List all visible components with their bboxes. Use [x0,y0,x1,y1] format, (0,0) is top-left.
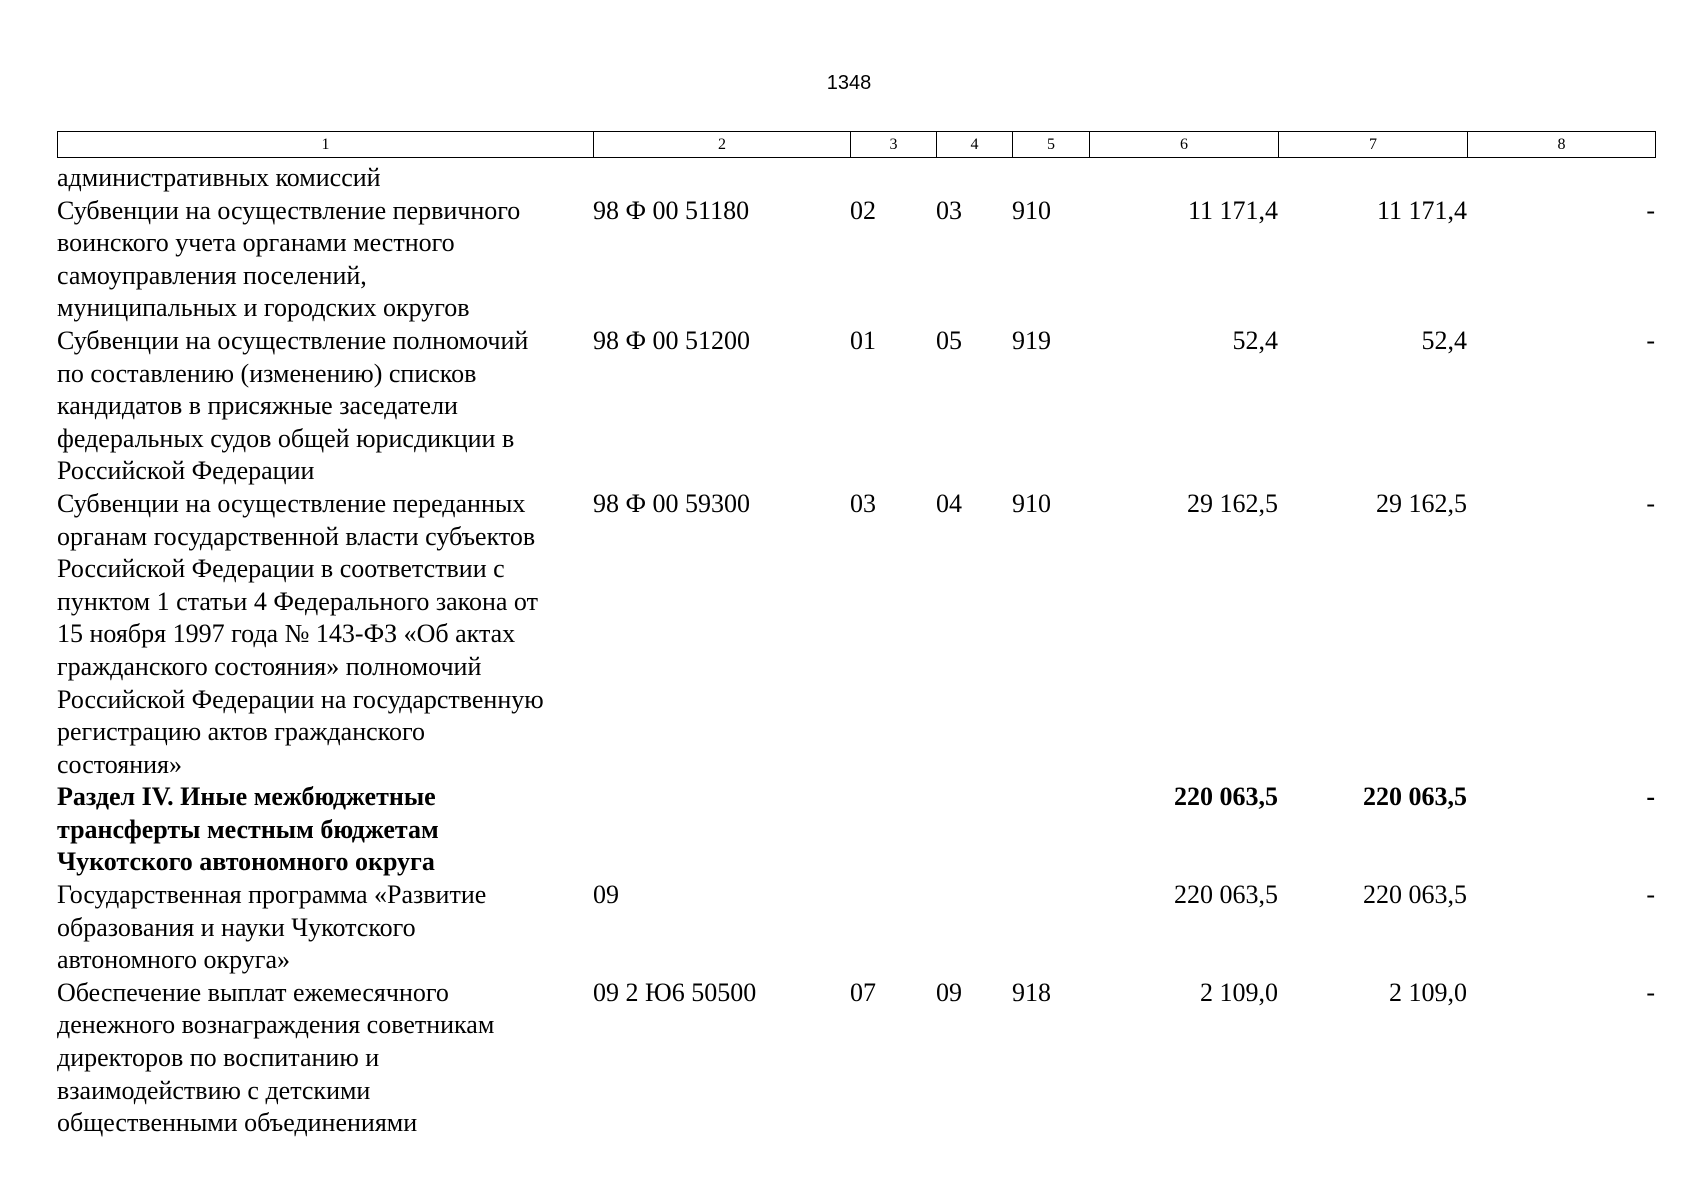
cell-name-line: общественными объединениями [57,1108,418,1138]
column-header-3: 3 [851,132,937,158]
cell-amount-other: - [1646,880,1655,910]
column-header-8: 8 [1468,132,1656,158]
table-row [57,781,1655,879]
cell-subsection: 03 [936,195,962,225]
cell-name-line: Субвенции на осуществление полномочий [57,325,529,355]
cell-amount-other: - [1646,782,1655,812]
cell-agency-code: 919 [1012,325,1051,355]
cell-name [57,325,593,488]
cell-target-code: 09 2 Ю6 50500 [593,977,757,1007]
cell-name [57,195,593,325]
table-row [57,488,1655,781]
cell-target-code [593,162,850,195]
cell-name-line: денежного вознаграждения советникам [57,1010,495,1040]
cell-name-line: муниципальных и городских округов [57,293,470,323]
cell-name-line: Обеспечение выплат ежемесячного [57,977,449,1007]
cell-agency-code: 910 [1012,488,1051,518]
column-header-2: 2 [594,132,851,158]
cell-amount-federal: 220 063,5 [1363,782,1467,812]
cell-name-line: Российской Федерации в соответствии с [57,554,505,584]
cell-name-line: кандидатов в присяжные заседатели [57,391,458,421]
cell-subsection [936,879,1012,977]
cell-name-line: трансферты местным бюджетам [57,814,439,844]
cell-target-code: 09 [593,880,619,910]
cell-amount-total: 52,4 [1232,325,1278,355]
cell-amount-other [1467,162,1655,195]
cell-agency-code [1012,879,1089,977]
page-number: 1348 [826,72,872,94]
cell-amount-other: - [1646,195,1655,225]
cell-name-line: автономного округа» [57,945,290,975]
cell-name-line: Чукотского автономного округа [57,847,435,877]
cell-amount-federal: 11 171,4 [1376,195,1467,225]
cell-name [57,977,593,1140]
cell-target-code [593,781,850,879]
cell-name [57,781,593,879]
cell-section: 03 [850,488,876,518]
column-header-5: 5 [1013,132,1090,158]
cell-amount-total: 220 063,5 [1174,880,1278,910]
cell-amount-total [1089,162,1278,195]
cell-name-line: по составлению (изменению) списков [57,358,477,388]
cell-name [57,879,593,977]
cell-agency-code [1012,162,1089,195]
cell-amount-federal [1278,162,1467,195]
cell-amount-federal: 2 109,0 [1389,977,1467,1007]
cell-name-line: регистрацию актов гражданского [57,717,425,747]
cell-name-line: федеральных судов общей юрисдикции в [57,423,515,453]
cell-name-line: взаимодействию с детскими [57,1075,371,1105]
cell-name-line: состояния» [57,749,182,779]
cell-amount-total: 2 109,0 [1200,977,1278,1007]
column-header-4: 4 [937,132,1013,158]
table-row [57,162,1655,195]
cell-subsection [936,781,1012,879]
cell-amount-total: 11 171,4 [1187,195,1278,225]
cell-target-code: 98 Ф 00 51180 [593,195,750,225]
table-row [57,879,1655,977]
cell-agency-code: 910 [1012,195,1051,225]
table-row [57,195,1655,325]
cell-name-line: административных комиссий [57,163,381,192]
cell-name-line: самоуправления поселений, [57,260,367,290]
cell-name-line: пунктом 1 статьи 4 Федерального закона от [57,586,538,616]
table-row [57,977,1655,1140]
cell-target-code: 98 Ф 00 51200 [593,325,751,355]
cell-target-code: 98 Ф 00 59300 [593,488,751,518]
cell-amount-other: - [1646,325,1655,355]
cell-name-line: Российской Федерации [57,456,315,486]
cell-name-line: воинского учета органами местного [57,228,455,258]
cell-amount-federal: 29 162,5 [1376,488,1467,518]
column-header-1: 1 [58,132,594,158]
column-header-6: 6 [1090,132,1279,158]
cell-name-line: гражданского состояния» полномочий [57,651,482,681]
table-row [57,325,1655,488]
cell-section: 07 [850,977,876,1007]
cell-name-line: образования и науки Чукотского [57,912,416,942]
column-number-header [57,131,1656,158]
cell-name-line: 15 ноября 1997 года № 143-ФЗ «Об актах [57,619,516,649]
cell-name [57,488,593,781]
cell-subsection: 05 [936,325,962,355]
column-header-7: 7 [1279,132,1468,158]
cell-section [850,879,936,977]
cell-amount-other: - [1646,488,1655,518]
cell-name-line: Российской Федерации на государственную [57,684,544,714]
cell-subsection [936,162,1012,195]
cell-section [850,781,936,879]
cell-name [57,162,593,195]
cell-amount-other: - [1646,977,1655,1007]
cell-subsection: 09 [936,977,962,1007]
cell-name-line: директоров по воспитанию и [57,1043,380,1073]
cell-name-line: Субвенции на осуществление переданных [57,488,526,518]
cell-amount-total: 220 063,5 [1174,782,1278,812]
cell-name-line: органам государственной власти субъектов [57,521,536,551]
cell-section: 02 [850,195,876,225]
cell-agency-code: 918 [1012,977,1051,1007]
cell-section [850,162,936,195]
cell-section: 01 [850,325,876,355]
cell-amount-total: 29 162,5 [1187,488,1278,518]
cell-subsection: 04 [936,488,962,518]
cell-agency-code [1012,781,1089,879]
cell-amount-federal: 52,4 [1421,325,1467,355]
cell-name-line: Субвенции на осуществление первичного [57,195,521,225]
cell-name-line: Государственная программа «Развитие [57,880,487,910]
cell-amount-federal: 220 063,5 [1363,880,1467,910]
budget-table [57,162,1655,1140]
cell-name-line: Раздел IV. Иные межбюджетные [57,782,436,812]
